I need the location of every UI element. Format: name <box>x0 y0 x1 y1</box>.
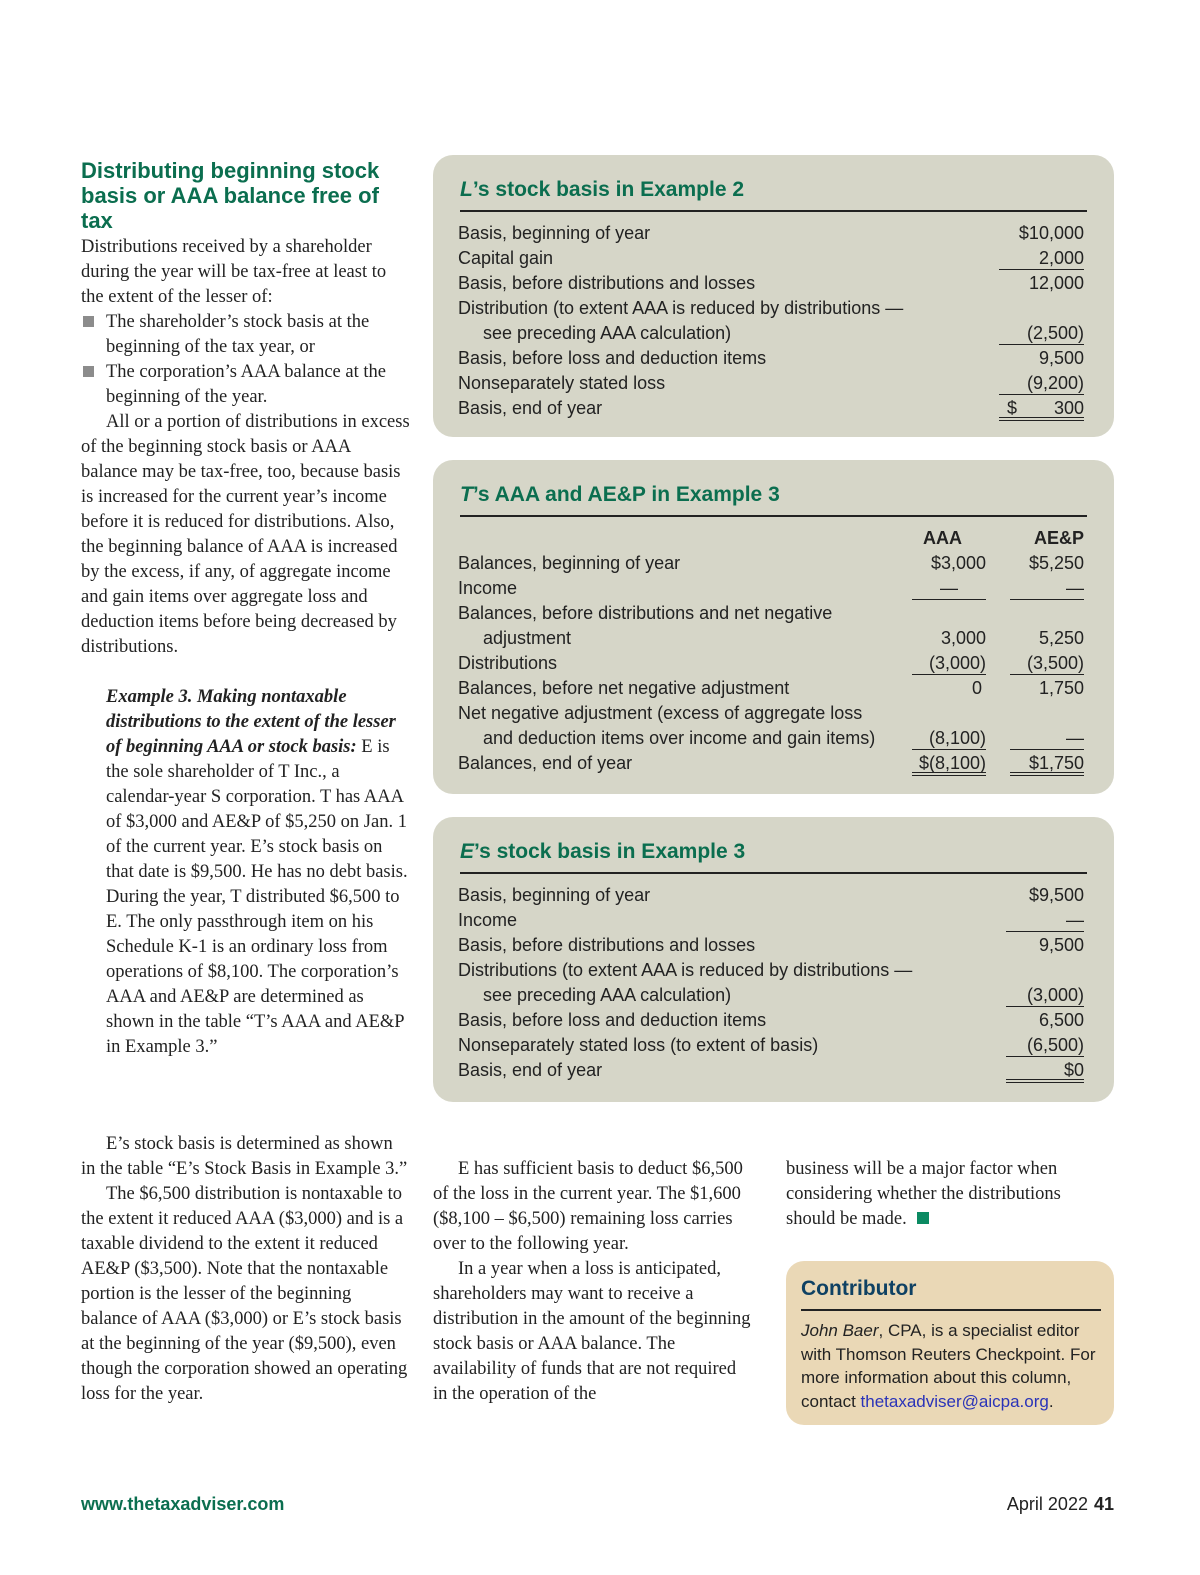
example-3-block <box>106 685 411 1060</box>
table-row: Basis, beginning of year $9,500 <box>458 885 1084 905</box>
paragraph: business will be a major factor when considering whether the distributions should be made. <box>786 1159 1061 1229</box>
table-row: see preceding AAA calculation) (2,500) <box>483 323 1084 343</box>
contributor-text: John Baer, CPA, is a specialist editor with Thomson Reuters Checkpoint. For more information about this column, contact thetaxadviser@aicpa.org. <box>801 1321 1096 1411</box>
table-row: Balances, end of year $(8,100) $1,750 <box>458 751 1084 776</box>
bullet-square-icon <box>81 310 106 360</box>
bullet-item <box>81 360 411 410</box>
bottom-middle-column <box>433 1157 753 1407</box>
table-row: Balances, before net negative adjustment 0 1,750 <box>458 678 1084 698</box>
table-row: Income — <box>458 910 1084 930</box>
table-header-row: AAA AE&P <box>923 528 1084 548</box>
title-rule <box>460 872 1087 874</box>
table-row: Nonseparately stated loss (to extent of basis) (6,500) <box>458 1035 1084 1055</box>
title-rule <box>460 515 1087 517</box>
title-rule <box>460 210 1087 212</box>
bottom-right-column <box>786 1157 1106 1232</box>
table-row: Basis, beginning of year $10,000 <box>458 223 1084 243</box>
contributor-title: Contributor <box>801 1277 917 1300</box>
table-row: Basis, end of year $ 300 <box>458 396 1084 421</box>
contributor-box <box>786 1261 1114 1425</box>
bottom-left-column <box>81 1132 411 1407</box>
bullet-item <box>81 310 411 360</box>
table-row: see preceding AAA calculation) (3,000) <box>483 985 1084 1005</box>
table-title: L’s stock basis in Example 2 <box>460 178 745 201</box>
bullet-text: The shareholder’s stock basis at the beginning of the tax year, or <box>106 312 370 357</box>
intro-paragraph: Distributions received by a shareholder during the year will be tax-free at least to the extent of the lesser of: <box>81 237 387 307</box>
contributor-name: John Baer <box>801 1321 879 1340</box>
table-row: Income — — <box>458 578 1084 598</box>
table-row: Nonseparately stated loss (9,200) <box>458 373 1084 393</box>
table-l-stock-basis <box>433 155 1114 437</box>
paragraph: E’s stock basis is determined as shown in the table “E’s Stock Basis in Example 3.” <box>81 1134 408 1179</box>
paragraph: The $6,500 distribution is nontaxable to the extent it reduced AAA ($3,000) and is a taxable dividend to the extent it reduced AE&P ($3,500). Note that the nontaxable portion is the lesser of the beginning balance of AAA ($3,000) or E’s stock basis at the beginning of the year ($9,500), even though the corporation showed an operating loss for the year. <box>81 1184 408 1404</box>
table-title: E’s stock basis in Example 3 <box>460 840 746 863</box>
example-title: Example 3. Making nontaxable distributions to the extent of the lesser of beginning AAA or stock basis: <box>106 687 396 757</box>
table-title: T’s AAA and AE&P in Example 3 <box>460 483 780 506</box>
left-column <box>81 158 411 1060</box>
footer-url-link[interactable]: www.thetaxadviser.com <box>81 1494 285 1514</box>
table-row: Basis, before distributions and losses 12,000 <box>458 273 1084 293</box>
table-row: Distributions (3,000) (3,500) <box>458 653 1084 673</box>
table-row: Distributions (to extent AAA is reduced by distributions — <box>458 960 913 980</box>
end-mark-icon <box>917 1212 929 1224</box>
table-row: Basis, end of year $0 <box>458 1058 1084 1083</box>
page-number: 41 <box>1093 1494 1114 1514</box>
footer-date: April 2022 41 <box>1006 1494 1114 1514</box>
bullet-square-icon <box>81 360 106 410</box>
table-row: Net negative adjustment (excess of aggregate loss <box>458 703 863 723</box>
table-row: Basis, before distributions and losses 9,500 <box>458 935 1084 955</box>
contact-email-link[interactable]: thetaxadviser@aicpa.org <box>860 1391 1049 1411</box>
title-rule <box>801 1309 1101 1311</box>
paragraph: E has sufficient basis to deduct $6,500 of the loss in the current year. The $1,600 ($8,100 – $6,500) remaining loss carries over to the following year. <box>433 1159 743 1254</box>
table-row: Balances, beginning of year $3,000 $5,250 <box>458 553 1084 573</box>
example-text: E is the sole shareholder of T Inc., a calendar-year S corporation. T has AAA of $3,000 and AE&P of $5,250 on Jan. 1 of the current year. E’s stock basis on that date is $9,500. He has no debt basis. During the year, T distributed $6,500 to E. The only passthrough item on his Schedule K-1 is an ordinary loss from operations of $8,100. The corporation’s AAA and AE&P are determined as shown in the table “T’s AAA and AE&P in Example 3.” <box>106 737 408 1057</box>
section-heading: Distributing beginning stock basis or AAA balance free of tax <box>81 158 380 233</box>
table-row: Basis, before loss and deduction items 9,500 <box>458 348 1084 368</box>
table-t-aaa-aep <box>433 460 1114 794</box>
bullet-text: The corporation’s AAA balance at the beginning of the year. <box>106 362 386 407</box>
table-row: and deduction items over income and gain items) (8,100) — <box>483 728 1084 748</box>
paragraph: In a year when a loss is anticipated, shareholders may want to receive a distribution in the amount of the beginning stock basis or AAA balance. The availability of funds that are not required in the operation of the <box>433 1259 751 1404</box>
table-row: Distribution (to extent AAA is reduced by distributions — <box>458 298 904 318</box>
table-row: adjustment 3,000 5,250 <box>483 628 1084 648</box>
table-row: Balances, before distributions and net negative <box>458 603 833 623</box>
table-row: Capital gain 2,000 <box>458 248 1084 268</box>
table-row: Basis, before loss and deduction items 6,500 <box>458 1010 1084 1030</box>
table-e-stock-basis <box>433 817 1114 1102</box>
paragraph-excess-distributions: All or a portion of distributions in excess of the beginning stock basis or AAA balance may be tax-free, too, because basis is increased for the current year’s income before it is reduced for distributions. Also, the beginning balance of AAA is increased by the excess, if any, of aggregate income and gain items over aggregate loss and deduction items before being decreased by distributions. <box>81 412 410 657</box>
